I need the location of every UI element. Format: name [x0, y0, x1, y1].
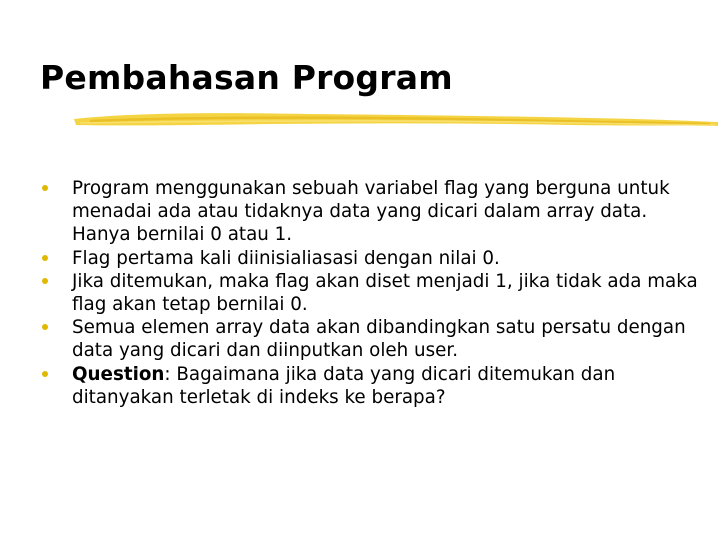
bullet-dot-icon — [42, 278, 48, 284]
bullet-text: Jika ditemukan, maka flag akan diset menjadi 1, jika tidak ada maka flag akan tetap bernilai 0. — [72, 270, 698, 316]
bullet-dot-icon — [42, 255, 48, 261]
bullet-text: Flag pertama kali diinisialiasasi dengan nilai 0. — [72, 247, 500, 269]
bullet-dot-icon — [42, 324, 48, 330]
bullet-text: Program menggunakan sebuah variabel flag yang berguna untuk menadai ada atau tidaknya data yang dicari dalam array data. Hanya bernilai 0 atau 1. — [72, 178, 670, 246]
bullet-item — [42, 177, 702, 247]
bullet-text: Semua elemen array data akan dibandingkan satu persatu dengan data yang dicari dan diinputkan oleh user. — [72, 317, 686, 362]
title-underline-stroke — [70, 104, 720, 136]
bullet-dot-icon — [42, 371, 48, 377]
bullet-item — [42, 316, 702, 362]
bullet-dot-icon — [42, 185, 48, 191]
bullet-item — [42, 247, 702, 270]
slide-title: Pembahasan Program — [40, 58, 453, 97]
question-label: Question — [72, 363, 165, 385]
bullet-item — [42, 270, 702, 316]
bullet-list — [42, 177, 702, 409]
bullet-item — [42, 363, 702, 409]
bullet-text: : Bagaimana jika data yang dicari ditemukan dan ditanyakan terletak di indeks ke berapa? — [72, 363, 616, 408]
